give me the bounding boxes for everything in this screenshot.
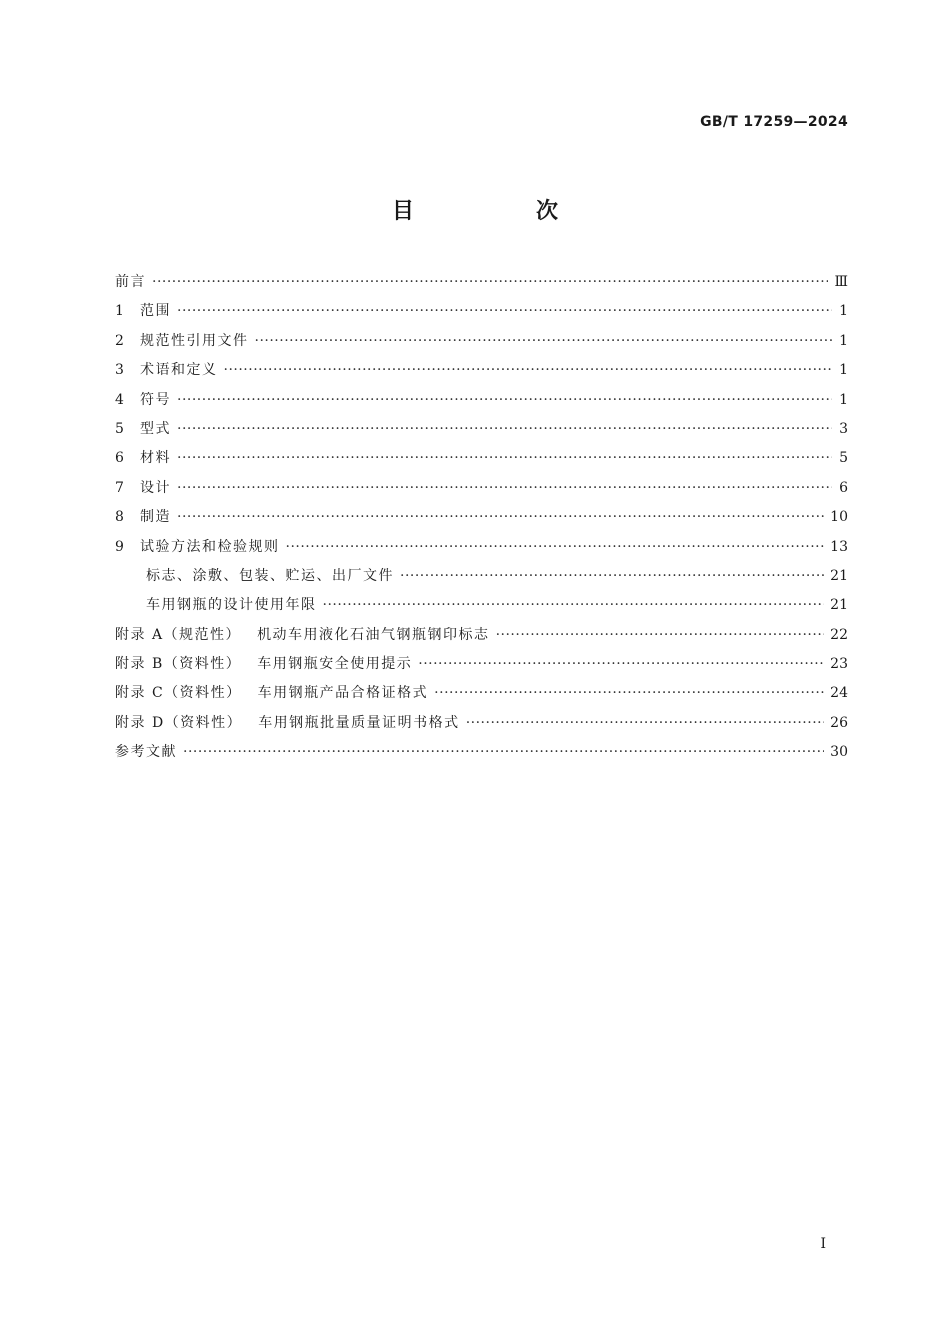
toc-entry-label: 标志、涂敷、包装、贮运、出厂文件: [146, 567, 394, 584]
toc-title: 目 次: [391, 199, 608, 224]
toc-entry-annex-b[interactable]: [115, 650, 848, 679]
toc-leader-dots: [177, 474, 832, 503]
toc-entry-annex-d[interactable]: [115, 709, 848, 738]
toc-entry-scope[interactable]: [115, 297, 848, 326]
toc-leader-dots: [434, 679, 824, 708]
toc-entry-number: 1: [115, 303, 124, 320]
toc-entry-number: 3: [115, 362, 124, 379]
toc-entry-label: 车用钢瓶的设计使用年限: [146, 597, 317, 614]
toc-entry-page: 3: [839, 420, 848, 437]
toc-leader-dots: [400, 562, 824, 591]
document-code: GB/T 17259—2024: [700, 114, 848, 130]
toc-entry-types[interactable]: [115, 415, 848, 444]
toc-entry-page: 21: [830, 567, 848, 584]
toc-entry-page: 5: [839, 450, 848, 467]
toc-entry-number: 2: [115, 332, 124, 349]
toc-entry-test-methods[interactable]: [115, 533, 848, 562]
toc-entry-label: 前言: [115, 274, 146, 290]
toc-leader-dots: [152, 268, 828, 297]
toc-entry-symbols[interactable]: [115, 386, 848, 415]
toc-entry-terms-definitions[interactable]: [115, 356, 848, 385]
toc-entry-label: 材料: [140, 450, 171, 467]
toc-entry-materials[interactable]: [115, 444, 848, 473]
toc-leader-dots: [183, 738, 824, 767]
toc-entry-page: 21: [830, 597, 848, 614]
toc-entry-page: 24: [830, 685, 848, 702]
toc-leader-dots: [177, 444, 832, 473]
toc-leader-dots: [224, 356, 833, 385]
toc-entry-page: 1: [839, 362, 848, 379]
toc-annex-label: 附录 D（资料性）: [115, 714, 243, 731]
toc-entry-number: 4: [115, 391, 124, 408]
toc-leader-dots: [286, 533, 825, 562]
toc-entry-page: 1: [839, 332, 848, 349]
toc-entry-foreword[interactable]: [115, 268, 848, 297]
toc-entry-label: 型式: [140, 420, 171, 437]
toc-entry-number: 8: [115, 509, 124, 526]
toc-entry-label: 车用钢瓶批量质量证明书格式: [258, 714, 460, 731]
toc-entry-label: 车用钢瓶产品合格证格式: [257, 685, 429, 702]
page-number: Ⅰ: [820, 1236, 826, 1252]
toc-entry-marking-packaging[interactable]: [115, 562, 848, 591]
toc-entry-page: 26: [830, 714, 848, 731]
toc-entry-page: 30: [830, 744, 848, 761]
toc-entry-label: 术语和定义: [140, 362, 218, 379]
toc-leader-dots: [418, 650, 824, 679]
toc-entry-page: 1: [839, 391, 848, 408]
toc-entry-page: Ⅲ: [834, 274, 848, 290]
toc-leader-dots: [177, 415, 832, 444]
toc-entry-design[interactable]: [115, 474, 848, 503]
toc-leader-dots: [177, 297, 832, 326]
toc-entry-label: 试验方法和检验规则: [140, 538, 280, 555]
toc-annex-label: 附录 A（规范性）: [115, 626, 242, 643]
toc-entry-annex-a[interactable]: [115, 621, 848, 650]
toc-entry-number: 7: [115, 479, 124, 496]
table-of-contents: [115, 268, 848, 768]
toc-entry-page: 22: [830, 626, 848, 643]
toc-entry-annex-c[interactable]: [115, 679, 848, 708]
toc-entry-label: 设计: [140, 479, 171, 496]
toc-entry-number: 9: [115, 538, 124, 555]
toc-entry-number: 6: [115, 450, 124, 467]
toc-leader-dots: [496, 621, 825, 650]
toc-annex-label: 附录 C（资料性）: [115, 685, 242, 702]
toc-entry-page: 1: [839, 303, 848, 320]
toc-entry-page: 13: [830, 538, 848, 555]
toc-annex-label: 附录 B（资料性）: [115, 656, 242, 673]
toc-entry-label: 制造: [140, 509, 171, 526]
toc-entry-number: 5: [115, 420, 124, 437]
toc-entry-label: 机动车用液化石油气钢瓶钢印标志: [257, 626, 490, 643]
toc-entry-page: 6: [839, 479, 848, 496]
toc-leader-dots: [177, 503, 824, 532]
toc-entry-manufacturing[interactable]: [115, 503, 848, 532]
toc-entry-label: 规范性引用文件: [140, 332, 249, 349]
toc-entry-bibliography[interactable]: [115, 738, 848, 767]
toc-leader-dots: [177, 386, 832, 415]
toc-entry-label: 符号: [140, 391, 171, 408]
toc-entry-normative-references[interactable]: [115, 327, 848, 356]
toc-entry-design-service-life[interactable]: [115, 591, 848, 620]
toc-entry-page: 10: [830, 509, 848, 526]
toc-entry-page: 23: [830, 656, 848, 673]
toc-leader-dots: [323, 591, 825, 620]
toc-entry-label: 参考文献: [115, 744, 177, 761]
toc-entry-label: 车用钢瓶安全使用提示: [257, 656, 413, 673]
toc-entry-label: 范围: [140, 303, 171, 320]
toc-leader-dots: [255, 327, 833, 356]
toc-leader-dots: [466, 709, 824, 738]
